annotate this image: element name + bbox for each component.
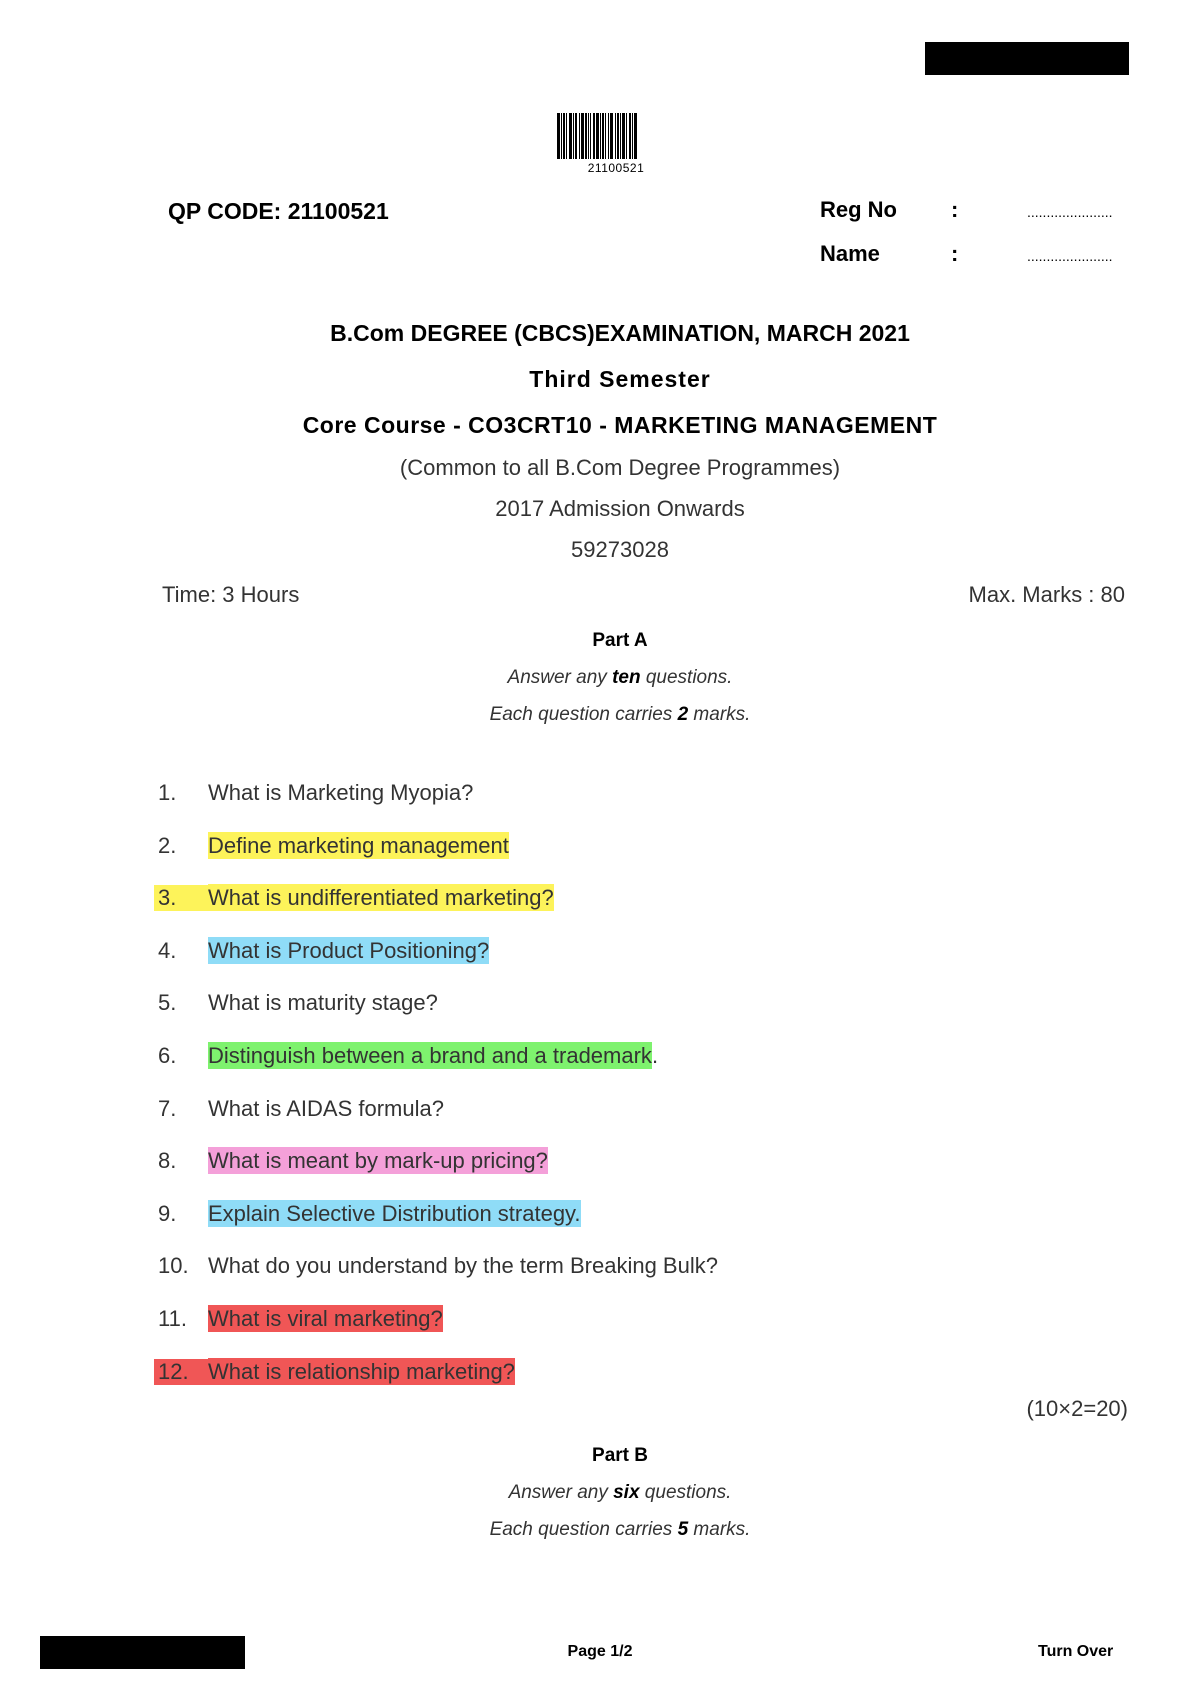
turn-over-note: Turn Over — [1038, 1643, 1114, 1660]
question-text-content: What is AIDAS formula? — [208, 1095, 444, 1121]
semester: Third Semester — [529, 366, 711, 392]
question-text — [208, 1359, 515, 1385]
question-number: 1. — [158, 780, 177, 805]
page-number: Page 1/2 — [567, 1643, 633, 1660]
question-number: 3. — [154, 885, 208, 911]
question-text-content: Explain Selective Distribution strategy. — [208, 1200, 581, 1226]
part-a-title: Part A — [592, 630, 648, 651]
part-a-instruction-2: Each question carries 2 marks. — [489, 704, 751, 725]
barcode — [557, 113, 675, 175]
barcode-bars — [557, 113, 675, 159]
question-text-content: What is Marketing Myopia? — [208, 780, 474, 805]
question-number: 9. — [158, 1200, 177, 1226]
question-number: 11. — [158, 1305, 187, 1331]
barcode-number: 21100521 — [587, 161, 645, 175]
question-text-content: What is undifferentiated marketing? — [208, 885, 554, 911]
question-text-content: What is maturity stage? — [208, 990, 438, 1016]
course-title: Core Course - CO3CRT10 - MARKETING MANAGEMENT — [302, 412, 938, 438]
question-text — [208, 1096, 444, 1122]
redaction-box-top — [925, 42, 1129, 75]
question-text — [208, 1306, 443, 1332]
question-text-content: What is Product Positioning? — [208, 937, 490, 963]
max-marks: Max. Marks : 80 — [968, 582, 1125, 607]
question-number: 12. — [154, 1359, 208, 1385]
question-text-content: What do you understand by the term Breaking Bulk? — [208, 1253, 718, 1279]
admission-note: 2017 Admission Onwards — [495, 496, 745, 521]
question-text-suffix: . — [651, 1042, 659, 1068]
question-text-content: What is relationship marketing? — [208, 1358, 515, 1384]
question-number: 8. — [158, 1148, 177, 1174]
name-field: ...................... — [1027, 248, 1113, 264]
reg-no-label: Reg No — [820, 197, 897, 222]
question-text-content: Distinguish between a brand and a trademark — [208, 1042, 652, 1068]
qp-code: QP CODE: 21100521 — [168, 198, 389, 224]
name-colon: : — [951, 241, 959, 266]
question-number: 5. — [158, 990, 177, 1016]
question-number: 6. — [158, 1042, 177, 1068]
name-label: Name — [820, 241, 880, 266]
question-number: 10. — [158, 1253, 189, 1279]
question-text-content: What is meant by mark-up pricing? — [208, 1148, 548, 1174]
question-text — [208, 1148, 548, 1174]
question-text — [208, 1253, 718, 1279]
question-text — [208, 833, 509, 859]
exam-code: 59273028 — [571, 537, 669, 562]
question-number: 2. — [158, 832, 177, 858]
question-text — [208, 885, 554, 911]
common-note: (Common to all B.Com Degree Programmes) — [399, 455, 841, 480]
question-number: 4. — [158, 937, 177, 963]
part-a-instruction-1: Answer any ten questions. — [507, 667, 733, 688]
question-text — [208, 990, 438, 1016]
part-b-instruction-2: Each question carries 5 marks. — [489, 1519, 751, 1540]
question-text — [208, 1201, 581, 1227]
exam-title: B.Com DEGREE (CBCS)EXAMINATION, MARCH 2021 — [330, 320, 910, 346]
reg-no-field: ...................... — [1027, 204, 1113, 220]
question-text — [208, 1043, 658, 1069]
part-b-instruction-1: Answer any six questions. — [508, 1482, 732, 1503]
part-b-title: Part B — [592, 1445, 648, 1466]
part-a-marks-summary: (10×2=20) — [1026, 1396, 1128, 1421]
question-text-content: What is viral marketing? — [208, 1305, 443, 1331]
question-text-content: Define marketing management — [208, 832, 509, 858]
reg-no-colon: : — [951, 197, 959, 222]
question-number: 7. — [158, 1095, 177, 1121]
time-allowed: Time: 3 Hours — [162, 582, 300, 607]
question-text — [208, 938, 489, 964]
question-text — [208, 780, 473, 806]
